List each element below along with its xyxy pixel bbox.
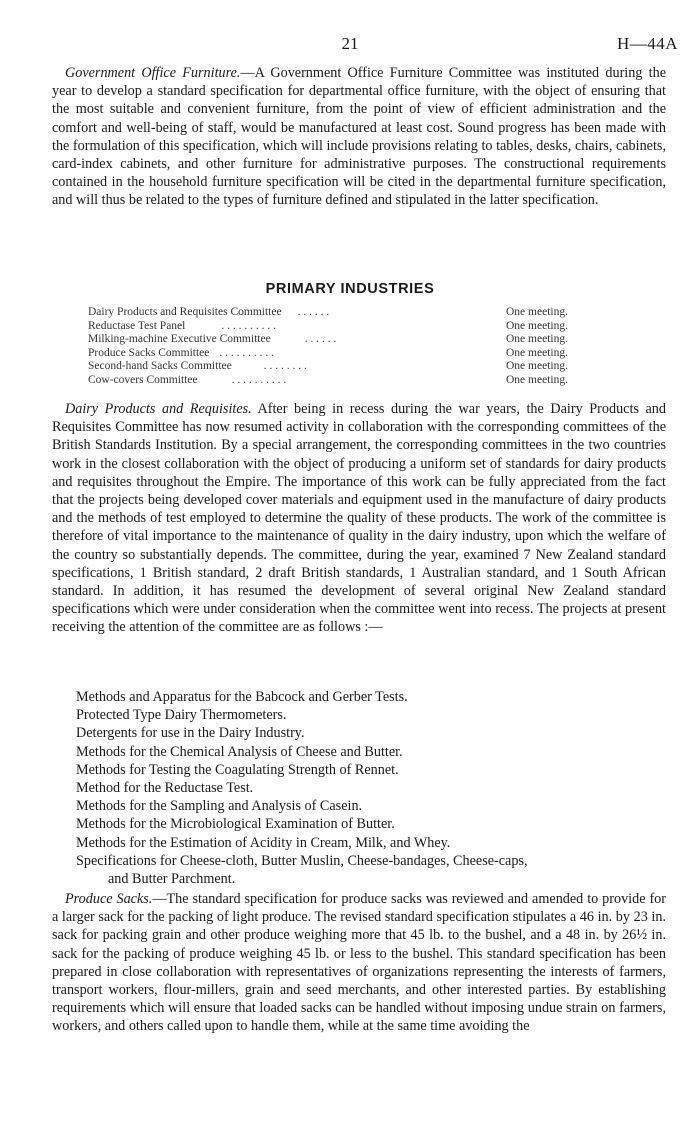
meeting-count: One meeting. [506, 360, 568, 372]
list-item-continuation: and Butter Parchment. [108, 871, 236, 888]
meeting-name: Milking-machine Executive Committee . . . . . . [88, 333, 337, 345]
list-item: Detergents for use in the Dairy Industry. [76, 725, 305, 742]
meeting-row [88, 306, 598, 320]
dairy-body: After being in recess during the war years, the Dairy Products and Requisites Committee has now resumed activity in collaboration with the corresponding committees of the British Standards Institution. By a special arrangement, the corresponding committees in the two countries work in the closest collaboration with the object of producing a uniform set of standards for dairy products and requisites throughout the Empire. The importance of this work can be fully appreciated from the fact that the projects being developed cover materials and equipment used in the manufacture of dairy products and the methods of test employed to determine the quality of these products. The work of the committee is therefore of vital importance to the maintenance of quality in the dairy industry, upon which the welfare of the country so substantially depends. The committee, during the year, examined 7 New Zealand standard specifications, 1 British standard, 2 draft British standards, 1 Australian standard, and 1 South African standard. In addition, it has resumed the development of several original New Zealand standard specifications which were under consideration when the committee went into recess. The projects at present receiving the attention of the committee are as follows :— [52, 401, 666, 636]
meeting-name: Cow-covers Committee . . . . . . . . . . [88, 373, 287, 386]
list-item: Methods for the Estimation of Acidity in Cream, Milk, and Whey. [76, 834, 451, 851]
list-item: Protected Type Dairy Thermometers. [76, 707, 287, 724]
section-heading: PRIMARY INDUSTRIES [265, 281, 435, 297]
list-item: Method for the Reductase Test. [76, 780, 254, 797]
list-item: Methods for the Sampling and Analysis of Casein. [76, 798, 363, 815]
sacks-body: —The standard specification for produce sacks was reviewed and amended to provide for a larger sack for the packing of light produce. The revised standard specification stipulates a 46 in. by 23 in. sack for packing grain and other produce weighing more that 45 lb. to the bushel, and a 48 in. by 26½ in. sack for the packing of produce weighing 45 lb. or less to the bushel. This standard specification has been prepared in close collaboration with representatives of organizations representing the interests of farmers, transport workers, flour-millers, grain and seed merchants, and other interested parties. By establishing requirements which will ensure that loaded sacks can be handled without imposing undue strain on farmers, workers, and others called upon to handle them, while at the same time avoiding the [52, 891, 666, 1035]
projects-list [76, 688, 666, 888]
list-item: Methods for the Microbiological Examination of Butter. [76, 816, 395, 833]
sacks-paragraph [52, 890, 666, 1036]
page-number: 21 [341, 34, 359, 53]
meeting-name: Dairy Products and Requisites Committee . . . . . . [88, 306, 330, 318]
meeting-count: One meeting. [506, 346, 568, 359]
list-item: Methods for Testing the Coagulating Strength of Rennet. [76, 761, 399, 778]
sacks-title: Produce Sacks. [65, 891, 153, 907]
meeting-row [88, 320, 598, 334]
meeting-row [88, 360, 598, 374]
meeting-row [88, 333, 598, 347]
meeting-count: One meeting. [506, 333, 568, 345]
meetings-list [88, 306, 598, 387]
meeting-name: Reductase Test Panel . . . . . . . . . . [88, 319, 276, 332]
govt-furniture-title: Government Office Furniture. [65, 65, 241, 81]
meeting-name: Produce Sacks Committee . . . . . . . . . . [88, 346, 274, 359]
meeting-row [88, 374, 598, 388]
meeting-name: Second-hand Sacks Committee . . . . . . . . [88, 360, 307, 372]
govt-furniture-paragraph [52, 64, 666, 210]
meeting-count: One meeting. [506, 306, 568, 318]
list-item: Methods for the Chemical Analysis of Cheese and Butter. [76, 743, 403, 760]
meeting-row [88, 347, 598, 361]
meeting-count: One meeting. [506, 319, 568, 332]
govt-furniture-body: —A Government Office Furniture Committee was instituted during the year to develop a standard specification for departmental office furniture, with the object of ensuring that the most suitable and convenient furniture, from the point of view of efficient administration and the comfort and well-being of staff, would be manufactured at least cost. Sound progress has been made with the formulation of this specification, which will include provisions relating to tables, desks, chairs, cabinets, card-index cabinets, and other furniture for administrative purposes. The constructional requirements contained in the household furniture specification will be cited in the departmental furniture specification, and will thus be related to the types of furniture defined and stipulated in the latter specification. [52, 65, 667, 209]
list-item-last: Specifications for Cheese-cloth, Butter Muslin, Cheese-bandages, Cheese-caps, [76, 852, 528, 869]
dairy-paragraph [52, 400, 666, 637]
meeting-count: One meeting. [506, 373, 568, 386]
dairy-title: Dairy Products and Requisites. [65, 401, 252, 417]
document-code: H—44A [616, 34, 678, 53]
list-item: Methods and Apparatus for the Babcock and Gerber Tests. [76, 689, 408, 705]
